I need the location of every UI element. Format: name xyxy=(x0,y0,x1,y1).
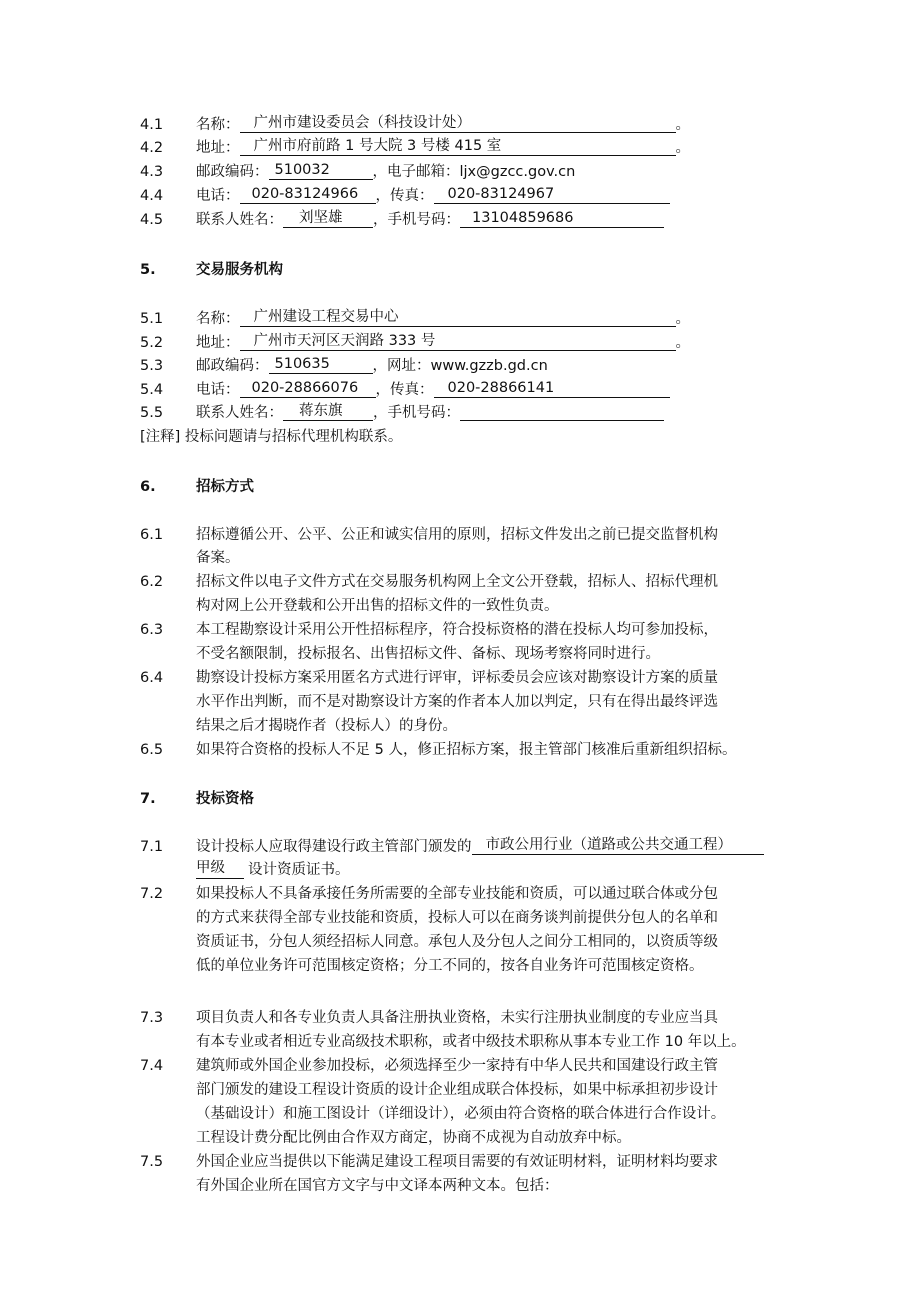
section-number: 6. xyxy=(140,479,156,495)
field-value: 广州市天河区天润路 333 号 xyxy=(240,332,676,351)
section-heading xyxy=(0,788,920,810)
field-value: 020-28866141 xyxy=(434,379,670,398)
section-title: 交易服务机构 xyxy=(196,262,283,278)
clause-text: 设计投标人应取得建设行政主管部门颁发的 xyxy=(196,839,472,855)
clause-text: 项目负责人和各专业负责人具备注册执业资格，未实行注册执业制度的专业应当具 xyxy=(196,1010,718,1026)
clause-line xyxy=(0,859,920,881)
clause-line xyxy=(0,739,920,761)
clause-text: 外国企业应当提供以下能满足建设工程项目需要的有效证明材料，证明材料均要求 xyxy=(196,1154,718,1170)
field-label: 联系人姓名： xyxy=(196,405,283,421)
field-value: 广州建设工程交易中心 xyxy=(240,308,676,327)
clause-text: 低的单位业务许可范围核定资格；分工不同的，按各自业务许可范围核定资格。 xyxy=(196,958,704,974)
clause-line xyxy=(0,1127,920,1149)
clause-text: 招标遵循公开、公平、公正和诚实信用的原则，招标文件发出之前已提交监督机构 xyxy=(196,527,718,543)
clause-text: 备案。 xyxy=(196,550,240,566)
line-end: 。 xyxy=(675,140,690,156)
field-label: 名称： xyxy=(196,311,240,327)
contact-line-address xyxy=(0,332,920,354)
item-number: 6.3 xyxy=(140,622,164,638)
clause-line xyxy=(0,547,920,569)
clause-line xyxy=(0,1103,920,1125)
item-number: 6.5 xyxy=(140,742,164,758)
item-number: 4.3 xyxy=(140,164,164,180)
item-number: 7.4 xyxy=(140,1058,164,1074)
clause-line xyxy=(0,619,920,641)
line-end: 。 xyxy=(675,117,690,133)
field-value: 020-28866076 xyxy=(240,379,376,398)
field-value: 广州市府前路 1 号大院 3 号楼 415 室 xyxy=(240,137,676,156)
contact-line-phone xyxy=(0,185,920,207)
clause-line xyxy=(0,1007,920,1029)
field-value: 510635 xyxy=(269,355,373,374)
field-value: 020-83124967 xyxy=(434,185,670,204)
item-number: 7.3 xyxy=(140,1010,164,1026)
clause-line xyxy=(0,955,920,977)
section-heading xyxy=(0,476,920,498)
field-label: 电话： xyxy=(196,382,240,398)
contact-line-postcode xyxy=(0,355,920,377)
field-value: 广州市建设委员会（科技设计处） xyxy=(240,114,676,133)
field-label: ，手机号码： xyxy=(373,405,460,421)
clause-line xyxy=(0,931,920,953)
field-value: 蒋东旗 xyxy=(283,402,373,421)
clause-text: 构对网上公开登载和公开出售的招标文件的一致性负责。 xyxy=(196,598,559,614)
clause-line xyxy=(0,1031,920,1053)
item-number: 5.5 xyxy=(140,405,164,421)
clause-line xyxy=(0,524,920,546)
item-number: 5.2 xyxy=(140,335,164,351)
contact-line-address xyxy=(0,137,920,159)
clause-line xyxy=(0,836,920,858)
item-number: 4.1 xyxy=(140,117,164,133)
section-title: 招标方式 xyxy=(196,479,254,495)
item-number: 6.4 xyxy=(140,670,164,686)
section-number: 5. xyxy=(140,262,156,278)
line-end: 。 xyxy=(675,335,690,351)
clause-line xyxy=(0,1151,920,1173)
clause-text: 的方式来获得全部专业技能和资质，投标人可以在商务谈判前提供分包人的名单和 xyxy=(196,910,718,926)
clause-line xyxy=(0,883,920,905)
contact-line-name xyxy=(0,308,920,330)
field-value: 510032 xyxy=(269,161,373,180)
item-number: 5.3 xyxy=(140,358,164,374)
clause-line xyxy=(0,907,920,929)
clause-text: 部门颁发的建设工程设计资质的设计企业组成联合体投标，如果中标承担初步设计 xyxy=(196,1082,718,1098)
clause-line xyxy=(0,715,920,737)
field-value: 13104859686 xyxy=(460,209,664,228)
contact-line-postcode xyxy=(0,161,920,183)
line-end: 。 xyxy=(675,311,690,327)
clause-line xyxy=(0,691,920,713)
contact-line-person xyxy=(0,209,920,231)
field-label: ，网址： xyxy=(372,358,431,374)
field-value: 刘坚雄 xyxy=(283,209,373,228)
field-label: ，传真： xyxy=(375,188,434,204)
item-number: 4.2 xyxy=(140,140,164,156)
clause-line xyxy=(0,643,920,665)
field-label: 电话： xyxy=(196,188,240,204)
item-number: 6.2 xyxy=(140,574,164,590)
field-label: ，手机号码： xyxy=(373,212,460,228)
clause-text: 有本专业或者相近专业高级技术职称，或者中级技术职称从事本专业工作 10 年以上。 xyxy=(196,1034,746,1050)
clause-text: 资质证书，分包人须经招标人同意。承包人及分包人之间分工相同的，以资质等级 xyxy=(196,934,718,950)
contact-line-phone xyxy=(0,379,920,401)
email-value: ljx@gzcc.gov.cn xyxy=(459,164,576,180)
clause-text: 如果符合资格的投标人不足 5 人，修正招标方案，报主管部门核准后重新组织招标。 xyxy=(196,742,737,758)
qualification-field: 市政公用行业（道路或公共交通工程） xyxy=(472,836,764,855)
clause-text: 本工程勘察设计采用公开性招标程序，符合投标资格的潜在投标人均可参加投标， xyxy=(196,622,718,638)
field-label: ，传真： xyxy=(375,382,434,398)
clause-text: 勘察设计投标方案采用匿名方式进行评审，评标委员会应该对勘察设计方案的质量 xyxy=(196,670,718,686)
clause-text: （基础设计）和施工图设计（详细设计），必须由符合资格的联合体进行合作设计。 xyxy=(196,1106,726,1122)
clause-text: 建筑师或外国企业参加投标，必须选择至少一家持有中华人民共和国建设行政主管 xyxy=(196,1058,718,1074)
item-number: 4.4 xyxy=(140,188,164,204)
note-line xyxy=(0,426,920,448)
item-number: 7.5 xyxy=(140,1154,164,1170)
contact-line-name xyxy=(0,114,920,136)
item-number: 6.1 xyxy=(140,527,164,543)
clause-text: 水平作出判断，而不是对勘察设计方案的作者本人加以判定，只有在得出最终评选 xyxy=(196,694,718,710)
clause-line xyxy=(0,1079,920,1101)
field-label: 地址： xyxy=(196,140,240,156)
clause-line xyxy=(0,1175,920,1197)
note-text: [注释] 投标问题请与招标代理机构联系。 xyxy=(140,429,403,445)
clause-line xyxy=(0,571,920,593)
website-value: www.gzzb.gd.cn xyxy=(430,358,548,374)
item-number: 4.5 xyxy=(140,212,164,228)
field-label: 邮政编码： xyxy=(196,358,269,374)
field-value xyxy=(460,402,664,421)
field-label: 地址： xyxy=(196,335,240,351)
clause-line xyxy=(0,667,920,689)
field-label: 联系人姓名： xyxy=(196,212,283,228)
clause-text: 有外国企业所在国官方文字与中文译本两种文本。包括： xyxy=(196,1178,559,1194)
clause-text: 如果投标人不具备承接任务所需要的全部专业技能和资质，可以通过联合体或分包 xyxy=(196,886,718,902)
clause-text: 设计资质证书。 xyxy=(248,862,350,878)
field-label: ，电子邮箱： xyxy=(372,164,460,180)
section-heading xyxy=(0,259,920,281)
clause-text: 不受名额限制，投标报名、出售招标文件、备标、现场考察将同时进行。 xyxy=(196,646,660,662)
contact-line-person xyxy=(0,402,920,424)
item-number: 5.4 xyxy=(140,382,164,398)
section-number: 7. xyxy=(140,791,156,807)
clause-text: 结果之后才揭晓作者（投标人）的身份。 xyxy=(196,718,457,734)
field-label: 邮政编码： xyxy=(196,164,269,180)
clause-line xyxy=(0,595,920,617)
clause-text: 招标文件以电子文件方式在交易服务机构网上全文公开登载，招标人、招标代理机 xyxy=(196,574,718,590)
item-number: 7.1 xyxy=(140,839,164,855)
item-number: 5.1 xyxy=(140,311,164,327)
field-label: 名称： xyxy=(196,117,240,133)
clause-text: 工程设计费分配比例由合作双方商定，协商不成视为自动放弃中标。 xyxy=(196,1130,631,1146)
field-value: 020-83124966 xyxy=(240,185,376,204)
section-title: 投标资格 xyxy=(196,791,254,807)
clause-line xyxy=(0,1055,920,1077)
item-number: 7.2 xyxy=(140,886,164,902)
grade-field: 甲级 xyxy=(196,859,244,879)
